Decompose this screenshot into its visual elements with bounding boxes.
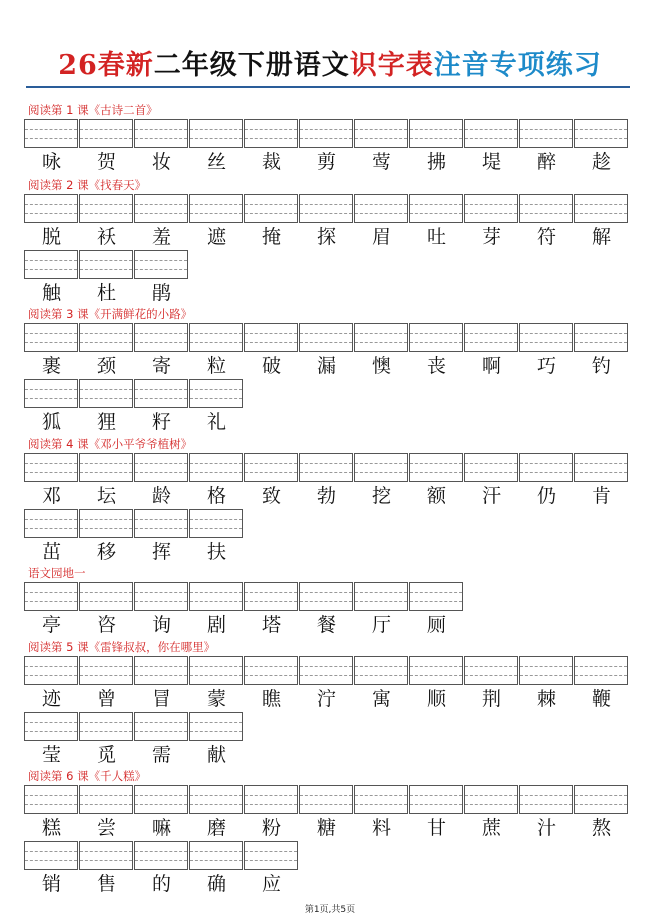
hanzi-character: 妆 [151,151,171,173]
hanzi-character: 探 [316,226,336,248]
hanzi-character: 泞 [316,688,336,710]
hanzi-character: 符 [536,226,556,248]
page-footer: 第1页,共5页 [304,905,356,915]
pinyin-writing-cell[interactable] [409,323,463,352]
character-row [24,872,299,896]
pinyin-writing-cell[interactable] [574,119,628,148]
character-row [24,150,629,174]
character-row [24,540,244,564]
pinyin-grid-row [24,250,189,279]
hanzi-character: 籽 [151,411,171,433]
pinyin-writing-cell[interactable] [24,509,78,538]
hanzi-character: 莺 [371,151,391,173]
pinyin-grid-row [24,841,299,870]
pinyin-writing-cell[interactable] [409,785,463,814]
hanzi-character: 糕 [41,817,61,839]
pinyin-writing-cell[interactable] [24,841,78,870]
hanzi-character: 汗 [481,485,501,507]
pinyin-writing-cell[interactable] [244,453,298,482]
pinyin-writing-cell[interactable] [189,323,243,352]
pinyin-grid-row [24,194,629,223]
pinyin-writing-cell[interactable] [189,379,243,408]
hanzi-character: 鹃 [151,282,171,304]
hanzi-character: 吐 [426,226,446,248]
hanzi-character: 钓 [591,355,611,377]
hanzi-character: 破 [261,355,281,377]
pinyin-grid-row [24,582,464,611]
pinyin-writing-cell[interactable] [244,119,298,148]
pinyin-grid-row [24,656,629,685]
hanzi-character: 掩 [261,226,281,248]
pinyin-writing-cell[interactable] [244,841,298,870]
pinyin-writing-cell[interactable] [24,582,78,611]
hanzi-character: 莹 [41,744,61,766]
pinyin-grid-row [24,712,244,741]
pinyin-writing-cell[interactable] [354,785,408,814]
hanzi-character: 销 [41,873,61,895]
pinyin-writing-cell[interactable] [134,656,188,685]
pinyin-writing-cell[interactable] [354,453,408,482]
hanzi-character: 厕 [426,614,446,636]
section-label: 阅读第 3 课《开满鲜花的小路》 [28,307,193,321]
pinyin-writing-cell[interactable] [519,785,573,814]
hanzi-character: 塔 [261,614,281,636]
pinyin-writing-cell[interactable] [574,453,628,482]
hanzi-character: 触 [41,282,61,304]
pinyin-writing-cell[interactable] [134,453,188,482]
pinyin-writing-cell[interactable] [24,785,78,814]
hanzi-character: 致 [261,485,281,507]
hanzi-character: 裁 [261,151,281,173]
hanzi-character: 迹 [41,688,61,710]
hanzi-character: 坛 [96,485,116,507]
hanzi-character: 羞 [151,226,171,248]
pinyin-writing-cell[interactable] [299,323,353,352]
hanzi-character: 熬 [591,817,611,839]
section-label: 阅读第 5 课《雷锋叔叔，你在哪里》 [28,640,216,654]
pinyin-writing-cell[interactable] [79,379,133,408]
pinyin-writing-cell[interactable] [464,785,518,814]
hanzi-character: 糖 [316,817,336,839]
pinyin-writing-cell[interactable] [79,194,133,223]
hanzi-character: 顺 [426,688,446,710]
pinyin-grid-row [24,453,629,482]
hanzi-character: 解 [591,226,611,248]
pinyin-writing-cell[interactable] [134,250,188,279]
pinyin-writing-cell[interactable] [79,119,133,148]
hanzi-character: 颈 [96,355,116,377]
pinyin-writing-cell[interactable] [409,119,463,148]
hanzi-character: 询 [151,614,171,636]
pinyin-writing-cell[interactable] [189,453,243,482]
hanzi-character: 汁 [536,817,556,839]
hanzi-character: 遮 [206,226,226,248]
character-row [24,354,629,378]
hanzi-character: 格 [206,485,226,507]
pinyin-writing-cell[interactable] [244,582,298,611]
pinyin-writing-cell[interactable] [79,323,133,352]
character-row [24,613,464,637]
hanzi-character: 礼 [206,411,226,433]
hanzi-character: 鞭 [591,688,611,710]
pinyin-writing-cell[interactable] [24,323,78,352]
hanzi-character: 狸 [96,411,116,433]
hanzi-character: 邓 [41,485,61,507]
section-label: 阅读第 6 课《千人糕》 [28,769,147,783]
section-label: 阅读第 4 课《邓小平爷爷植树》 [28,437,193,451]
hanzi-character: 啊 [481,355,501,377]
pinyin-writing-cell[interactable] [574,656,628,685]
pinyin-writing-cell[interactable] [189,785,243,814]
hanzi-character: 售 [96,873,116,895]
pinyin-writing-cell[interactable] [244,785,298,814]
pinyin-writing-cell[interactable] [519,119,573,148]
pinyin-writing-cell[interactable] [299,785,353,814]
pinyin-writing-cell[interactable] [79,453,133,482]
title-underline [26,86,630,88]
pinyin-writing-cell[interactable] [79,582,133,611]
hanzi-character: 杜 [96,282,116,304]
hanzi-character: 的 [151,873,171,895]
hanzi-character: 堤 [481,151,501,173]
pinyin-writing-cell[interactable] [24,656,78,685]
pinyin-writing-cell[interactable] [134,194,188,223]
pinyin-writing-cell[interactable] [244,323,298,352]
pinyin-writing-cell[interactable] [134,323,188,352]
hanzi-character: 亭 [41,614,61,636]
pinyin-writing-cell[interactable] [464,453,518,482]
character-row [24,225,629,249]
pinyin-writing-cell[interactable] [189,509,243,538]
title-part-3: 识字表 [349,50,434,81]
pinyin-writing-cell[interactable] [354,323,408,352]
pinyin-writing-cell[interactable] [354,656,408,685]
pinyin-writing-cell[interactable] [134,119,188,148]
hanzi-character: 眉 [371,226,391,248]
hanzi-character: 瞧 [261,688,281,710]
pinyin-writing-cell[interactable] [24,379,78,408]
pinyin-writing-cell[interactable] [134,379,188,408]
hanzi-character: 剪 [316,151,336,173]
pinyin-writing-cell[interactable] [79,841,133,870]
pinyin-grid-row [24,323,629,352]
character-row [24,281,189,305]
hanzi-character: 确 [206,873,226,895]
title-part-1: 26春新 [58,50,154,81]
hanzi-character: 芽 [481,226,501,248]
hanzi-character: 袄 [96,226,116,248]
hanzi-character: 料 [371,817,391,839]
pinyin-writing-cell[interactable] [244,194,298,223]
hanzi-character: 觅 [96,744,116,766]
hanzi-character: 荆 [481,688,501,710]
hanzi-character: 脱 [41,226,61,248]
hanzi-character: 冒 [151,688,171,710]
pinyin-writing-cell[interactable] [574,785,628,814]
pinyin-writing-cell[interactable] [189,119,243,148]
hanzi-character: 丝 [206,151,226,173]
pinyin-writing-cell[interactable] [79,712,133,741]
pinyin-writing-cell[interactable] [464,194,518,223]
pinyin-writing-cell[interactable] [354,582,408,611]
pinyin-writing-cell[interactable] [24,194,78,223]
pinyin-writing-cell[interactable] [24,250,78,279]
pinyin-writing-cell[interactable] [464,656,518,685]
character-row [24,410,244,434]
pinyin-writing-cell[interactable] [299,582,353,611]
pinyin-writing-cell[interactable] [134,712,188,741]
pinyin-writing-cell[interactable] [299,656,353,685]
character-row [24,687,629,711]
hanzi-character: 曾 [96,688,116,710]
hanzi-character: 应 [261,873,281,895]
hanzi-character: 尝 [96,817,116,839]
pinyin-writing-cell[interactable] [189,194,243,223]
hanzi-character: 甘 [426,817,446,839]
hanzi-character: 茁 [41,541,61,563]
pinyin-writing-cell[interactable] [299,119,353,148]
hanzi-character: 嘛 [151,817,171,839]
pinyin-grid-row [24,379,244,408]
hanzi-character: 磨 [206,817,226,839]
hanzi-character: 懊 [371,355,391,377]
title-part-4: 注音专项练习 [433,50,602,81]
hanzi-character: 漏 [316,355,336,377]
hanzi-character: 餐 [316,614,336,636]
hanzi-character: 扶 [206,541,226,563]
pinyin-grid-row [24,509,244,538]
hanzi-character: 需 [151,744,171,766]
pinyin-writing-cell[interactable] [189,656,243,685]
hanzi-character: 挥 [151,541,171,563]
pinyin-writing-cell[interactable] [79,250,133,279]
pinyin-writing-cell[interactable] [409,582,463,611]
hanzi-character: 蒙 [206,688,226,710]
hanzi-character: 趁 [591,151,611,173]
pinyin-grid-row [24,119,629,148]
hanzi-character: 棘 [536,688,556,710]
pinyin-writing-cell[interactable] [189,841,243,870]
pinyin-writing-cell[interactable] [519,656,573,685]
hanzi-character: 仍 [536,485,556,507]
hanzi-character: 醉 [536,151,556,173]
pinyin-writing-cell[interactable] [189,582,243,611]
pinyin-writing-cell[interactable] [299,453,353,482]
title-part-2: 二年级下册语文 [153,50,350,81]
pinyin-writing-cell[interactable] [519,453,573,482]
pinyin-writing-cell[interactable] [79,509,133,538]
hanzi-character: 丧 [426,355,446,377]
hanzi-character: 献 [206,744,226,766]
hanzi-character: 粉 [261,817,281,839]
section-label: 阅读第 2 课《找春天》 [28,178,147,192]
character-row [24,484,629,508]
pinyin-writing-cell[interactable] [409,194,463,223]
pinyin-writing-cell[interactable] [134,509,188,538]
pinyin-writing-cell[interactable] [79,656,133,685]
hanzi-character: 剧 [206,614,226,636]
pinyin-writing-cell[interactable] [519,194,573,223]
pinyin-writing-cell[interactable] [299,194,353,223]
hanzi-character: 咏 [41,151,61,173]
pinyin-writing-cell[interactable] [189,712,243,741]
pinyin-writing-cell[interactable] [134,841,188,870]
pinyin-writing-cell[interactable] [464,323,518,352]
pinyin-writing-cell[interactable] [134,582,188,611]
hanzi-character: 巧 [536,355,556,377]
pinyin-writing-cell[interactable] [464,119,518,148]
section-label: 阅读第 1 课《古诗二首》 [28,103,158,117]
pinyin-writing-cell[interactable] [244,656,298,685]
pinyin-writing-cell[interactable] [79,785,133,814]
hanzi-character: 勃 [316,485,336,507]
pinyin-grid-row [24,785,629,814]
hanzi-character: 厅 [371,614,391,636]
character-row [24,816,629,840]
hanzi-character: 狐 [41,411,61,433]
section-label: 语文园地一 [28,566,86,580]
hanzi-character: 寓 [371,688,391,710]
pinyin-writing-cell[interactable] [574,194,628,223]
hanzi-character: 拂 [426,151,446,173]
pinyin-writing-cell[interactable] [134,785,188,814]
character-row [24,743,244,767]
hanzi-character: 蔗 [481,817,501,839]
hanzi-character: 裹 [41,355,61,377]
pinyin-writing-cell[interactable] [574,323,628,352]
hanzi-character: 肯 [591,485,611,507]
hanzi-character: 挖 [371,485,391,507]
page-title [0,46,660,86]
hanzi-character: 贺 [96,151,116,173]
pinyin-writing-cell[interactable] [409,453,463,482]
pinyin-writing-cell[interactable] [354,119,408,148]
hanzi-character: 额 [426,485,446,507]
pinyin-writing-cell[interactable] [24,453,78,482]
pinyin-writing-cell[interactable] [354,194,408,223]
hanzi-character: 咨 [96,614,116,636]
hanzi-character: 移 [96,541,116,563]
pinyin-writing-cell[interactable] [24,119,78,148]
hanzi-character: 粒 [206,355,226,377]
pinyin-writing-cell[interactable] [24,712,78,741]
hanzi-character: 龄 [151,485,171,507]
pinyin-writing-cell[interactable] [519,323,573,352]
hanzi-character: 寄 [151,355,171,377]
pinyin-writing-cell[interactable] [409,656,463,685]
